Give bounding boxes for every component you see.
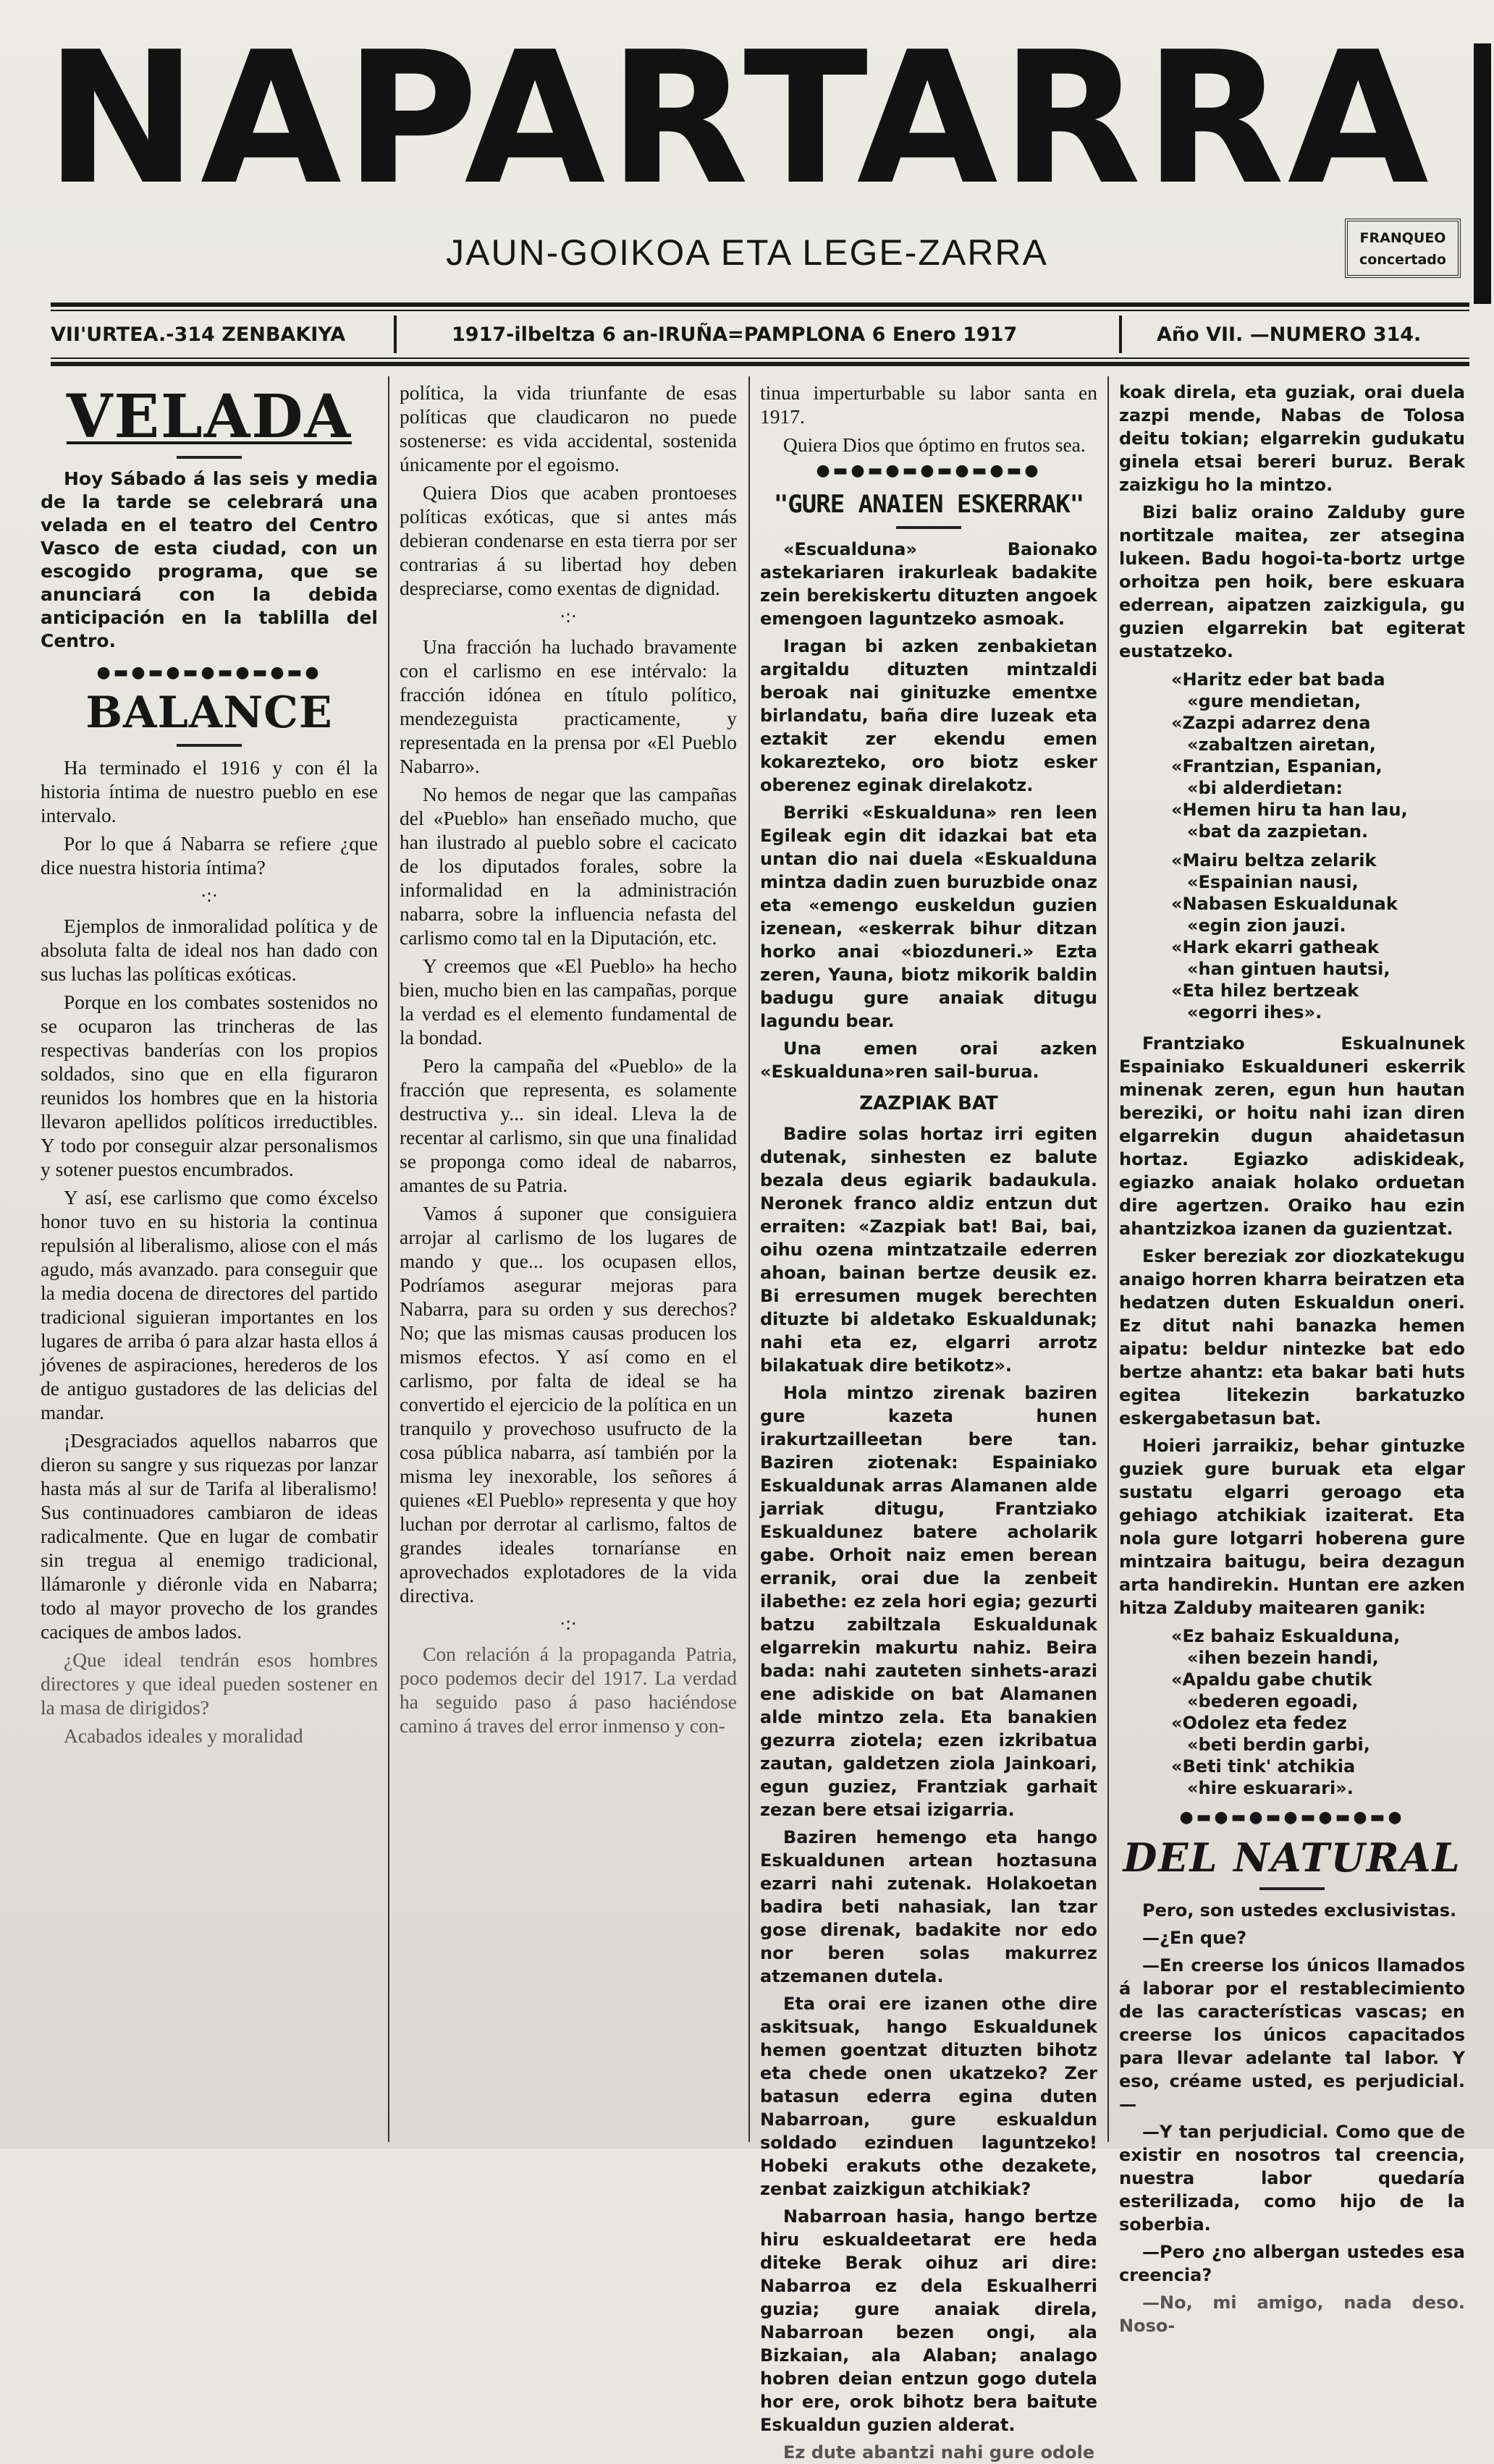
column-4 — [1119, 381, 1465, 2336]
top-rule — [51, 302, 1469, 307]
paragraph: Hoieri jarraikiz, behar gintuzke guziek gure buruak eta elgar sustatu elgarri geroago eta gehiago atchikiak izaiterat. Eta nola gure lotgarri hoberena gure mintzaira baitugu, beira dezagun arta handirekin. Huntan ere azken hitza Zalduby maitearen ganik: — [1119, 1436, 1465, 1618]
paragraph: política, la vida triunfante de esas políticas que claudicaron no puede sostenerse: es vida accidental, sostenida únicamente por el egoismo. — [400, 381, 737, 475]
dateline-left: VII'URTEA.-314 ZENBAKIYA — [51, 323, 346, 346]
velada-heading: VELADA — [66, 382, 353, 452]
dateline-rule-thick — [51, 362, 1469, 366]
poem-line: «Zazpi adarrez dena — [1171, 713, 1371, 733]
paragraph: Por lo que á Nabarra se refiere ¿que dice nuestra historia íntima? — [41, 832, 378, 879]
paragraph: Quiera Dios que acaben prontoeses políticas exóticas, que si antes más debieran condenarse en esta tierra por ser contrarias á su libertad hoy deben despreciarse, como exentas de dignidad. — [400, 481, 737, 599]
paragraph: Acabados ideales y moralidad — [64, 1724, 303, 1747]
column-2 — [400, 381, 737, 2146]
poem-line: «Frantzian, Espanian, — [1171, 756, 1383, 776]
paragraph: Una emen orai azken «Eskualduna»ren sail-burua. — [760, 1038, 1097, 1082]
dateline-separator — [394, 316, 397, 353]
column-3 — [760, 381, 1097, 2463]
paragraph: Ha terminado el 1916 y con él la historia íntima de nuestro pueblo en ese intervalo. — [41, 756, 378, 826]
poem-line: «Eta hilez bertzeak — [1171, 981, 1359, 1001]
paragraph: Iragan bi azken zenbakietan argitaldu dituzten mintzaldi beroak nai ginituzke ementxe birlandatu, baña dire luzeak eta eztakit zer ekendu emen kokarezteko, oro biotz esker oberenez eginak direlakotz. — [760, 636, 1097, 795]
paragraph: Vamos á suponer que consiguiera arrojar al carlismo de los lugares de mando y que... los ocupasen ellos, Podríamos asegurar mejoras para Nabarra, para su orden y sus derechos? No; que las mismas causas producen los mismos efectos. Y así como en el carlismo, por falta de ideal se ha convertido el ejercicio de la política en un tranquilo y provechoso usufructo de la cosa pública nabarra, así también por la misma ley inexorable, los señores á quienes «El Pueblo» representa y que hoy luchan por derrotar al carlismo, faltos de grandes ideales tornaríanse en aprovechados explotadores de la vida directiva. — [400, 1202, 737, 1606]
top-rule-thin — [51, 310, 1469, 311]
paragraph: Bizi baliz oraino Zalduby gure nortitzale maitea, zer atsegina lukeen. Badu hogoi-ta-bortz urtge orhoitza pen hoik, bere eskuara ederrean, aipatzen zaizkigula, gu guzien elgarrekin bat egiterat eustatzeko. — [1119, 502, 1465, 661]
poem-line: «Nabasen Eskualdunak — [1171, 894, 1398, 914]
poem-line: «beti berdin garbi, — [1187, 1735, 1370, 1755]
poem-line: «Hemen hiru ta han lau, — [1171, 800, 1408, 820]
paragraph: —En creerse los únicos llamados á laborar por el restablecimiento de las características vascas; en creerse los únicos capacitados para llevar adelante tal labor. Y eso, créame usted, es perjudicial.— — [1119, 1955, 1465, 2114]
stamp-line1: FRANQUEO — [1359, 230, 1446, 246]
paragraph: Y creemos que «El Pueblo» ha hecho bien, mucho bien en las campañas, porque la verdad es el elemento fundamental de la bondad. — [400, 954, 737, 1049]
heading-dash — [177, 456, 242, 459]
poem-line: «Odolez eta fedez — [1171, 1713, 1347, 1733]
poem-line: «Hark ekarri gatheak — [1171, 937, 1379, 957]
eskerrak-heading: "GURE ANAIEN ESKERRAK" — [773, 490, 1084, 519]
paragraph: Porque en los combates sostenidos no se ocuparon las trincheras de las respectivas banderías con los propios soldados, sino que en ella figuraron reunidos los hombres que en la historia llevaron apellidos políticos irreductibles. Y todo por conseguir alzar personalismos y sotener puestos encumbrados. — [41, 991, 378, 1180]
dots-ornament: ·:· — [560, 606, 577, 627]
paragraph: Con relación á la propaganda Patria, poco podemos decir del 1917. La verdad ha seguido paso á paso haciéndose camino á traves del error inmenso y con- — [400, 1643, 737, 1737]
poem-line: «gure mendietan, — [1187, 691, 1362, 711]
column-rule — [748, 376, 750, 2142]
paragraph: Ez dute abantzi nahi gure odole — [783, 2442, 1095, 2463]
paragraph: Nabarroan hasia, hango bertze hiru eskualdeetarat ere heda diteke Berak oihuz ari dire: Nabarroa ez dela Eskualherri guzia; gure anaiak direla, Nabarroan bezen ongi, ala Bizkaian, ala Alaban; analago hobren deian entzun gogo dutela hor ere, orok bihotz bera baitute Eskualdun guzien alderat. — [760, 2206, 1097, 2435]
paragraph: Ejemplos de inmoralidad política y de absoluta falta de ideal nos han dado con sus luchas las políticas exóticas. — [41, 915, 378, 985]
dateline-right: Año VII. —NUMERO 314. — [1157, 323, 1422, 346]
paragraph: koak direla, eta guziak, orai duela zazpi mende, Nabas de Tolosa deitu tokian; elgarrekin gudukatu ginela etsai bereri buruz. Berak zaizkigu ho la mintzo. — [1119, 382, 1465, 495]
paragraph: Una fracción ha luchado bravamente con el carlismo en ese intérvalo: la fracción idónea en título político, mendezeguista practicamente, y representada en la prensa por «El Pueblo Nabarro». — [400, 635, 737, 777]
poem-line: «Beti tink' atchikia — [1171, 1756, 1356, 1777]
poem-line: «Haritz eder bat bada — [1171, 669, 1385, 690]
dots-ornament: ·:· — [201, 886, 218, 906]
poem-line: «Espainian nausi, — [1187, 872, 1359, 892]
paragraph: Baziren hemengo eta hango Eskualdunen artean hoztasuna ezarri nahi zutenak. Holakoetan badira beti nahasiak, lan tzar gose direnak, badakite nor edo nor beren solas makurrez atzemanen dutela. — [760, 1827, 1097, 1986]
paragraph: —No, mi amigo, nada deso. Noso- — [1119, 2292, 1465, 2336]
poem-stanza-2 — [1171, 1625, 1465, 1799]
zazpiak-bat-heading: ZAZPIAK BAT — [859, 1093, 998, 1114]
balance-heading: BALANCE — [85, 687, 333, 738]
poem-line: «Apaldu gabe chutik — [1171, 1669, 1372, 1690]
poem-line: «bi alderdietan: — [1187, 778, 1343, 798]
paragraph: Frantziako Eskualnunek Espainiako Eskualduneri eskerrik minenak zeren, egun hun hautan bereziki, or hoitu nahi izan diren elgarrekin dugun ahaidetasun hortaz. Egiazko adiskideak, egiazko anaiak holako orduetan dire agertzen. Oraiko hau ezin ahantzizkoa izanen da guzientzat. — [1119, 1033, 1465, 1239]
poem-line: «Ez bahaiz Eskualduna, — [1171, 1626, 1401, 1646]
stamp-line2: concertado — [1359, 252, 1446, 268]
heading-dash — [1259, 1887, 1325, 1890]
poem-line: «zabaltzen airetan, — [1187, 734, 1376, 755]
paragraph: ¿Que ideal tendrán esos hombres directores y que ideal pueden sostener en la masa de dirigidos? — [41, 1648, 378, 1719]
paragraph: No hemos de negar que las campañas del «Pueblo» han enseñado mucho, que han ilustrado al pueblo sobre el cacicato de los diputados forales, sobre la informalidad en la administración nabarra, sobre la influencia nefasta del carlismo como tal en la Diputación, etc. — [400, 783, 737, 949]
velada-announcement: Hoy Sábado á las seis y media de la tarde se celebrará una velada en el teatro del Centro Vasco de esta ciudad, con un escogido programa, que se anunciará con la debida anticipación en la tablilla del Centro. — [41, 468, 378, 651]
paragraph: —Y tan perjudicial. Como que de existir en nosotros tal creencia, nuestra labor quedaría esterilizada, como hijo de la soberbia. — [1119, 2122, 1465, 2235]
paragraph: Quiera Dios que óptimo en frutos sea. — [783, 433, 1086, 456]
poem-line: «egorri ihes». — [1187, 1002, 1322, 1023]
column-rule — [1107, 376, 1109, 2142]
paragraph: Eta orai ere izanen othe dire askitsuak, hango Eskualdunek hemen goentzat dituzten bihotz eta chede onen ukatzeko? Zer batasun ederra egina duten Nabarroan, gure eskualdun soldado ezinduen laguntzeko! Hobeki erakuts othe dezakete, zenbat zaizkigun atchikiak? — [760, 1994, 1097, 2199]
poem-line: «han gintuen hautsi, — [1187, 959, 1390, 979]
poem-line: «bat da zazpietan. — [1187, 821, 1369, 842]
paragraph: Pero, son ustedes exclusivistas. — [1142, 1900, 1457, 1921]
poem-line: «Mairu beltza zelarik — [1171, 850, 1377, 871]
poem-line: «ihen bezein handi, — [1187, 1648, 1379, 1668]
dateline-separator — [1119, 316, 1122, 353]
paragraph: —Pero ¿no albergan ustedes esa creencia? — [1119, 2242, 1465, 2285]
dots-ornament: ·:· — [560, 1614, 577, 1634]
paragraph: —¿En que? — [1142, 1928, 1247, 1948]
ornament-divider: ●▬●▬●▬●▬●▬●▬● — [1179, 1808, 1405, 1826]
paragraph: Badire solas hortaz irri egiten dutenak, sinhesten ez balute bezala deus egiarik badaukula. Neronek franco aldiz entzun dut erraiten: «Zazpiak bat! Bai, bai, oihu ozena mintzatzaile ederren ahoan, bainan bertze deusik ez. Bi erresumen mugek berechten dituzte bi aldetako Eskualdunak; nahi eta ez, elgarri arrotz bilakatuak dire betikotz». — [760, 1124, 1097, 1376]
poem-stanza-1 — [1171, 669, 1465, 1023]
heading-dash — [896, 526, 961, 529]
paragraph: ¡Desgraciados aquellos nabarros que dieron su sangre y sus riquezas por lanzar hasta más al sur de Tarifa al liberalismo! Sus continuadores cambiaron de ideas radicalmente. Que en lugar de combatir sin tregua al enemigo tradicional, llámaronle y diéronle vida en Nabarra; todo al mayor provecho de los grandes caciques de ambos lados. — [41, 1429, 378, 1643]
newspaper-subtitle: JAUN-GOIKOA ETA LEGE-ZARRA — [446, 232, 1048, 273]
paragraph: tinua imperturbable su labor santa en 1917. — [760, 381, 1097, 428]
heading-dash — [177, 744, 242, 747]
poem-line: «bederen egoadi, — [1187, 1691, 1359, 1711]
paragraph: Esker bereziak zor diozkatekugu anaigo horren kharra beiratzen eta hedatzen duten Eskualdun oneri. Ez ditut nahi banazka hemen aipatu: beldur nintezke bat edo bertze ahantz: eta bakar bati huts egitea litekezin barkatuzko eskergabetasun bat. — [1119, 1246, 1465, 1428]
dateline-rule — [51, 357, 1469, 359]
ornament-divider: ●▬●▬●▬●▬●▬●▬● — [96, 664, 322, 682]
paragraph: Hola mintzo zirenak baziren gure kazeta hunen irakurtzailleetan bere tan. Baziren ziotenak: Espainiako Eskualdunak arras Alamanen alde jarriak ditugu, Frantziako Eskualdunez batere acholarik gabe. Orhoit naiz emen berean erranik, orai due la zenbeit ilabethe: ez zela hori egia; gezurti batzu zabiltzala Eskualdunak elgarrekin makurtu nahiz. Beira bada: nahi zauteten sinhets-arazi ene adiskide on bat Alamanen alde mintzo zela. Eta banakien gezurra ziotela; ezen izkribatua zautan, galdetzen ziola Jainkoari, egun guziez, Frantziak garhait zezan bere etsai izigarria. — [760, 1383, 1097, 1820]
paragraph: Berriki «Eskualduna» ren leen Egileak egin dit idazkai bat eta untan dio nai duela «Eskualduna mintza dadin zuen buruzbide onaz eta «emengo euskeldun guzien izenean, «eskerrak bihur ditzan horko anai «biozduneri.» Ezta zeren, Yauna, biotz mikorik baldin badugu gure anaiak ditugu lagundu bear. — [760, 803, 1097, 1031]
column-rule — [388, 376, 389, 2142]
newspaper-title: NAPARTARRA — [45, 13, 1432, 225]
del-natural-heading: DEL NATURAL — [1123, 1834, 1461, 1881]
poem-line: «egin zion jauzi. — [1187, 915, 1346, 936]
column-1 — [41, 381, 378, 2146]
ornament-divider: ●▬●▬●▬●▬●▬●▬● — [816, 462, 1042, 480]
paragraph: «Escualduna» Baionako astekariaren irakurleak badakite zein berekiskertu dituzten angoek emengoen laguntzeko asmoak. — [760, 539, 1097, 629]
poem-line: «hire eskuarari». — [1187, 1778, 1354, 1798]
dateline-center: 1917-ilbeltza 6 an-IRUÑA=PAMPLONA 6 Enero 1917 — [452, 323, 1018, 346]
postage-stamp-box — [1345, 219, 1461, 278]
paragraph: Y así, ese carlismo que como éxcelso honor tuvo en su historia la continua repulsión al liberalismo, aliose con el más agudo, más avanzado. para conseguir que la media docena de directores del partido tradicional siguieran importantes en los lugares de arriba ó para alzar hasta ellos á jóvenes de aspiraciones, herederos de los de antiguo gustadores de las delicias del mandar. — [41, 1186, 378, 1423]
paragraph: Pero la campaña del «Pueblo» de la fracción que representa, es solamente destructiva y... sin ideal. Lleva la de recentar al carlismo, sin que una finalidad se proponga como ideal de nabarros, amantes de su Patria. — [400, 1054, 737, 1196]
